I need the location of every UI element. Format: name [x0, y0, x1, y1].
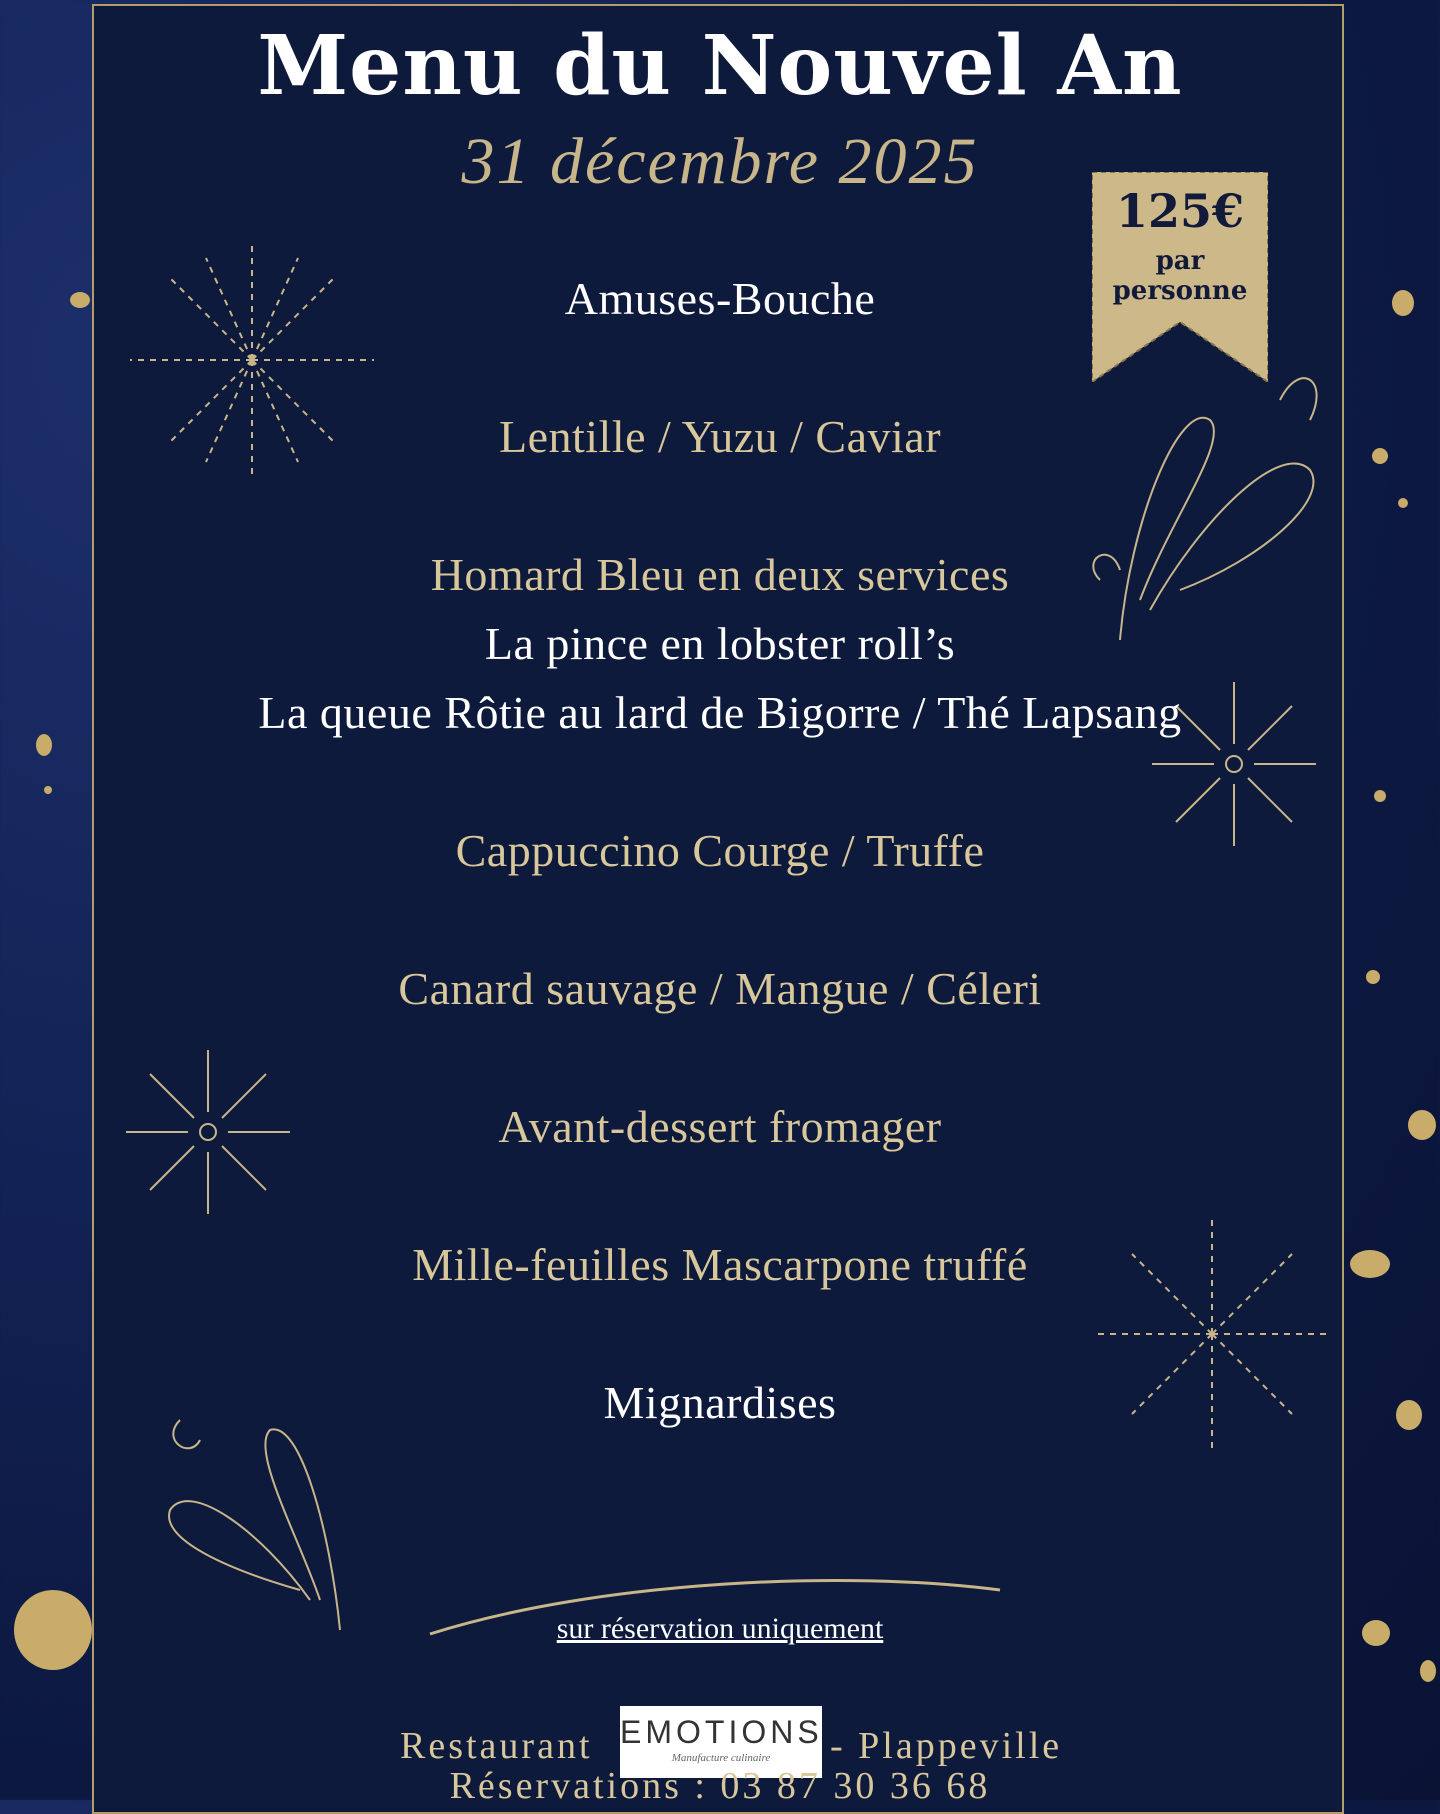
footer-phone: Réservations : 03 87 30 36 68 — [449, 1765, 991, 1807]
price-unit-line2: personne — [1112, 276, 1248, 306]
swirl-flourish-icon — [169, 1420, 340, 1630]
menu-title: Menu du Nouvel An — [257, 18, 1183, 114]
price-amount: 125€ — [1115, 184, 1245, 238]
course-mignardises: Mignardises — [603, 1377, 837, 1428]
course-homard-pince: La pince en lobster roll’s — [484, 618, 956, 669]
course-homard-queue: La queue Rôtie au lard de Bigorre / Thé Lapsang — [258, 687, 1182, 738]
menu-date: 31 décembre 2025 — [461, 125, 979, 198]
course-amuses-bouche: Amuses-Bouche — [564, 273, 876, 324]
course-canard: Canard sauvage / Mangue / Céleri — [398, 963, 1042, 1014]
course-avant-dessert: Avant-dessert fromager — [498, 1101, 942, 1152]
restaurant-logo-text: EMOTIONS — [620, 1714, 823, 1750]
price-unit-line1: par — [1155, 246, 1205, 276]
course-mille-feuilles: Mille-feuilles Mascarpone truffé — [412, 1239, 1028, 1290]
restaurant-logo-subtext: Manufacture culinaire — [671, 1752, 771, 1764]
footer-location: - Plappeville — [830, 1725, 1063, 1767]
course-lentille: Lentille / Yuzu / Caviar — [498, 411, 942, 462]
footer-restaurant-label: Restaurant — [400, 1725, 593, 1767]
reservation-note: sur réservation uniquement — [556, 1612, 884, 1645]
course-homard: Homard Bleu en deux services — [430, 549, 1010, 600]
course-cappuccino: Cappuccino Courge / Truffe — [455, 825, 985, 876]
